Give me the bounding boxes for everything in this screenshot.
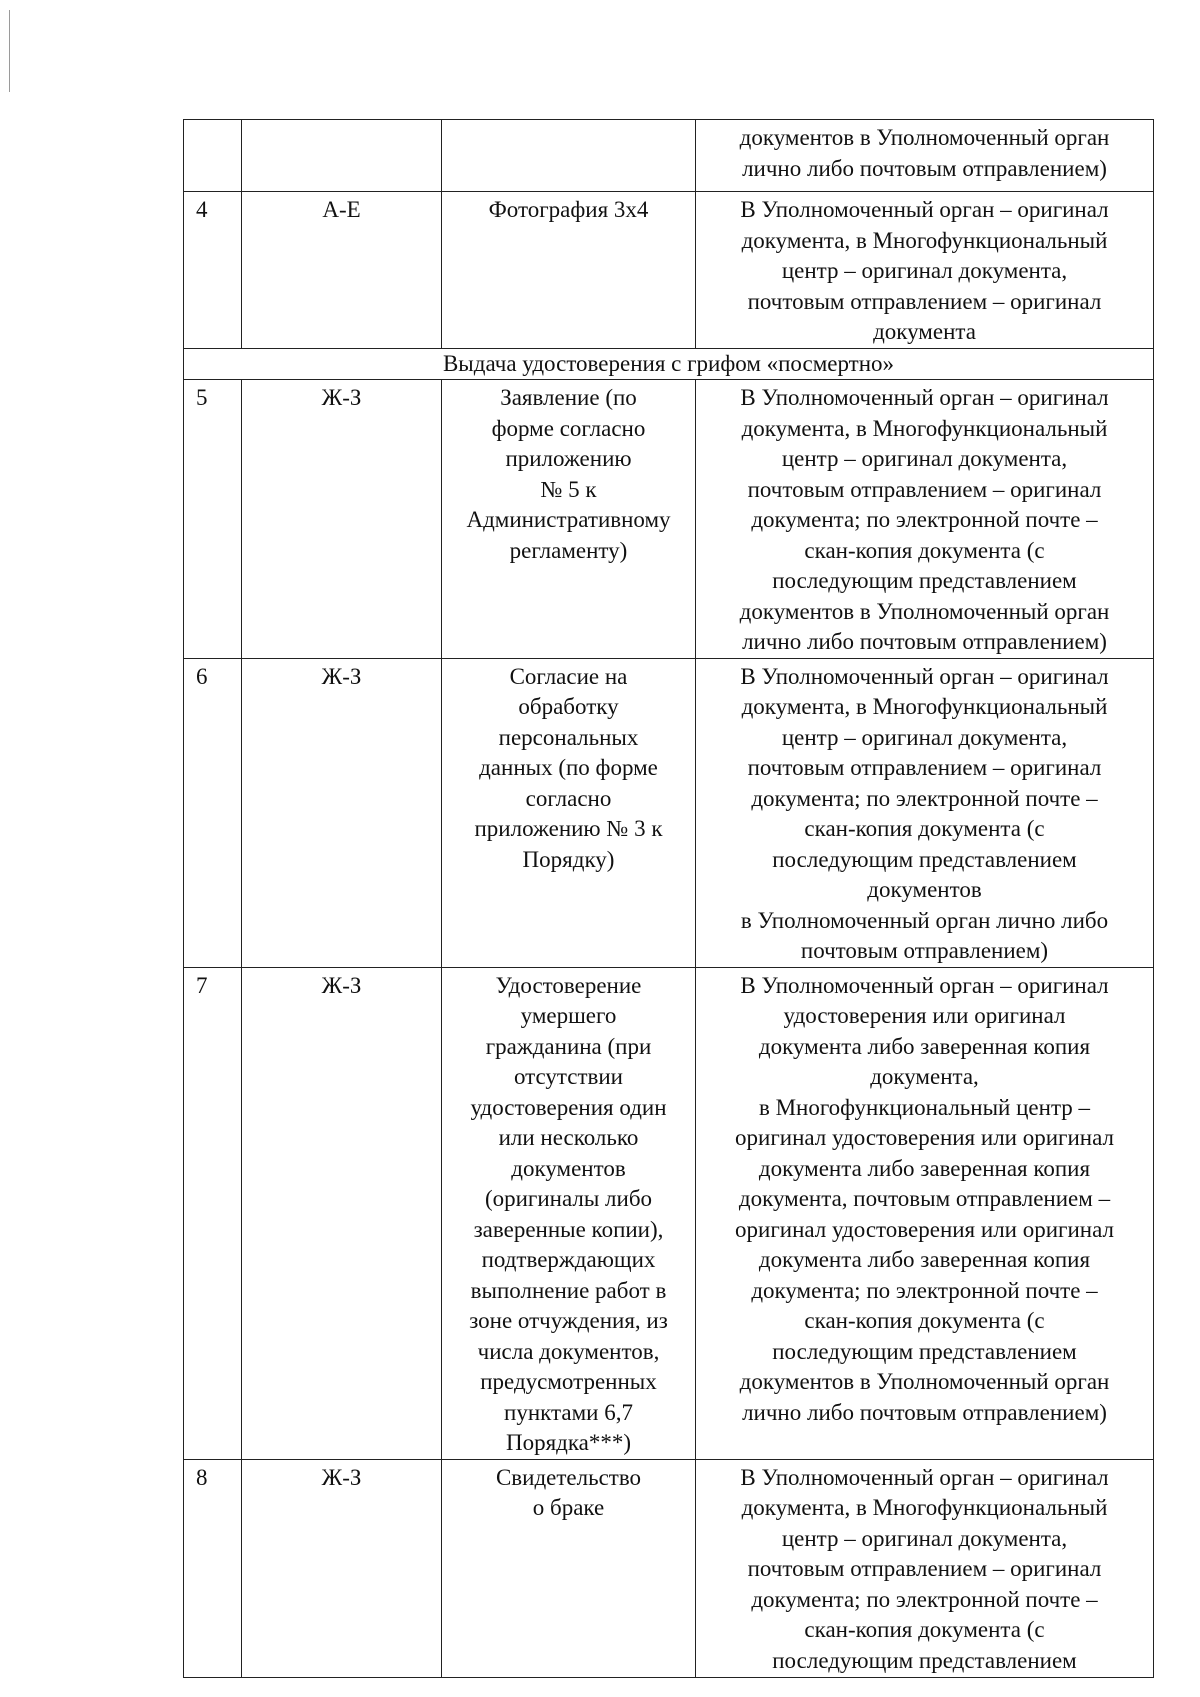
submission-method-cell: В Уполномоченный орган – оригинал документа, в Многофункциональный центр – оригинал документа, почтовым отправлением – оригинал документа; по электронной почте – скан-копия документа (с последующим представлением документов в Уполномоченный орган лично либо почтовым отправлением) [696, 380, 1154, 659]
submission-method-cell: документов в Уполномоченный орган лично либо почтовым отправлением) [696, 120, 1154, 192]
documents-table [183, 119, 1154, 1678]
table-row [184, 967, 1154, 1459]
document-cell: Свидетельство о браке [442, 1459, 696, 1677]
section-row [184, 348, 1154, 380]
table-row [184, 380, 1154, 659]
table-row [184, 658, 1154, 967]
document-cell: Фотография 3х4 [442, 192, 696, 349]
scan-edge-mark [9, 10, 10, 92]
table-row [184, 120, 1154, 192]
document-cell: Согласие на обработку персональных данных (по форме согласно приложению № 3 к Порядку) [442, 658, 696, 967]
row-number: 6 [184, 658, 242, 967]
document-cell [442, 120, 696, 192]
submission-method-cell: В Уполномоченный орган – оригинал документа, в Многофункциональный центр – оригинал документа, почтовым отправлением – оригинал документа; по электронной почте – скан-копия документа (с последующим представлением [696, 1459, 1154, 1677]
document-cell: Заявление (по форме согласно приложению № 5 к Административному регламенту) [442, 380, 696, 659]
section-heading: Выдача удостоверения с грифом «посмертно» [184, 348, 1154, 380]
submission-method-cell: В Уполномоченный орган – оригинал документа, в Многофункциональный центр – оригинал документа, почтовым отправлением – оригинал документа; по электронной почте – скан-копия документа (с последующим представлением документов в Уполномоченный орган лично либо почтовым отправлением) [696, 658, 1154, 967]
submission-method-cell: В Уполномоченный орган – оригинал удостоверения или оригинал документа либо заверенная копия документа, в Многофункциональный центр – оригинал удостоверения или оригинал документа либо заверенная копия документа, почтовым отправлением – оригинал удостоверения или оригинал документа либо заверенная копия документа; по электронной почте – скан-копия документа (с последующим представлением документов в Уполномоченный орган лично либо почтовым отправлением) [696, 967, 1154, 1459]
row-number: 5 [184, 380, 242, 659]
category-cell: Ж-З [242, 380, 442, 659]
table-row [184, 192, 1154, 349]
category-cell: Ж-З [242, 658, 442, 967]
submission-method-cell: В Уполномоченный орган – оригинал документа, в Многофункциональный центр – оригинал документа, почтовым отправлением – оригинал документа [696, 192, 1154, 349]
table-row [184, 1459, 1154, 1677]
category-cell: Ж-З [242, 1459, 442, 1677]
row-number [184, 120, 242, 192]
row-number: 8 [184, 1459, 242, 1677]
category-cell [242, 120, 442, 192]
document-cell: Удостоверение умершего гражданина (при отсутствии удостоверения один или несколько документов (оригиналы либо заверенные копии), подтверждающих выполнение работ в зоне отчуждения, из числа документов, предусмотренных пунктами 6,7 Порядка***) [442, 967, 696, 1459]
category-cell: А-Е [242, 192, 442, 349]
category-cell: Ж-З [242, 967, 442, 1459]
row-number: 7 [184, 967, 242, 1459]
row-number: 4 [184, 192, 242, 349]
